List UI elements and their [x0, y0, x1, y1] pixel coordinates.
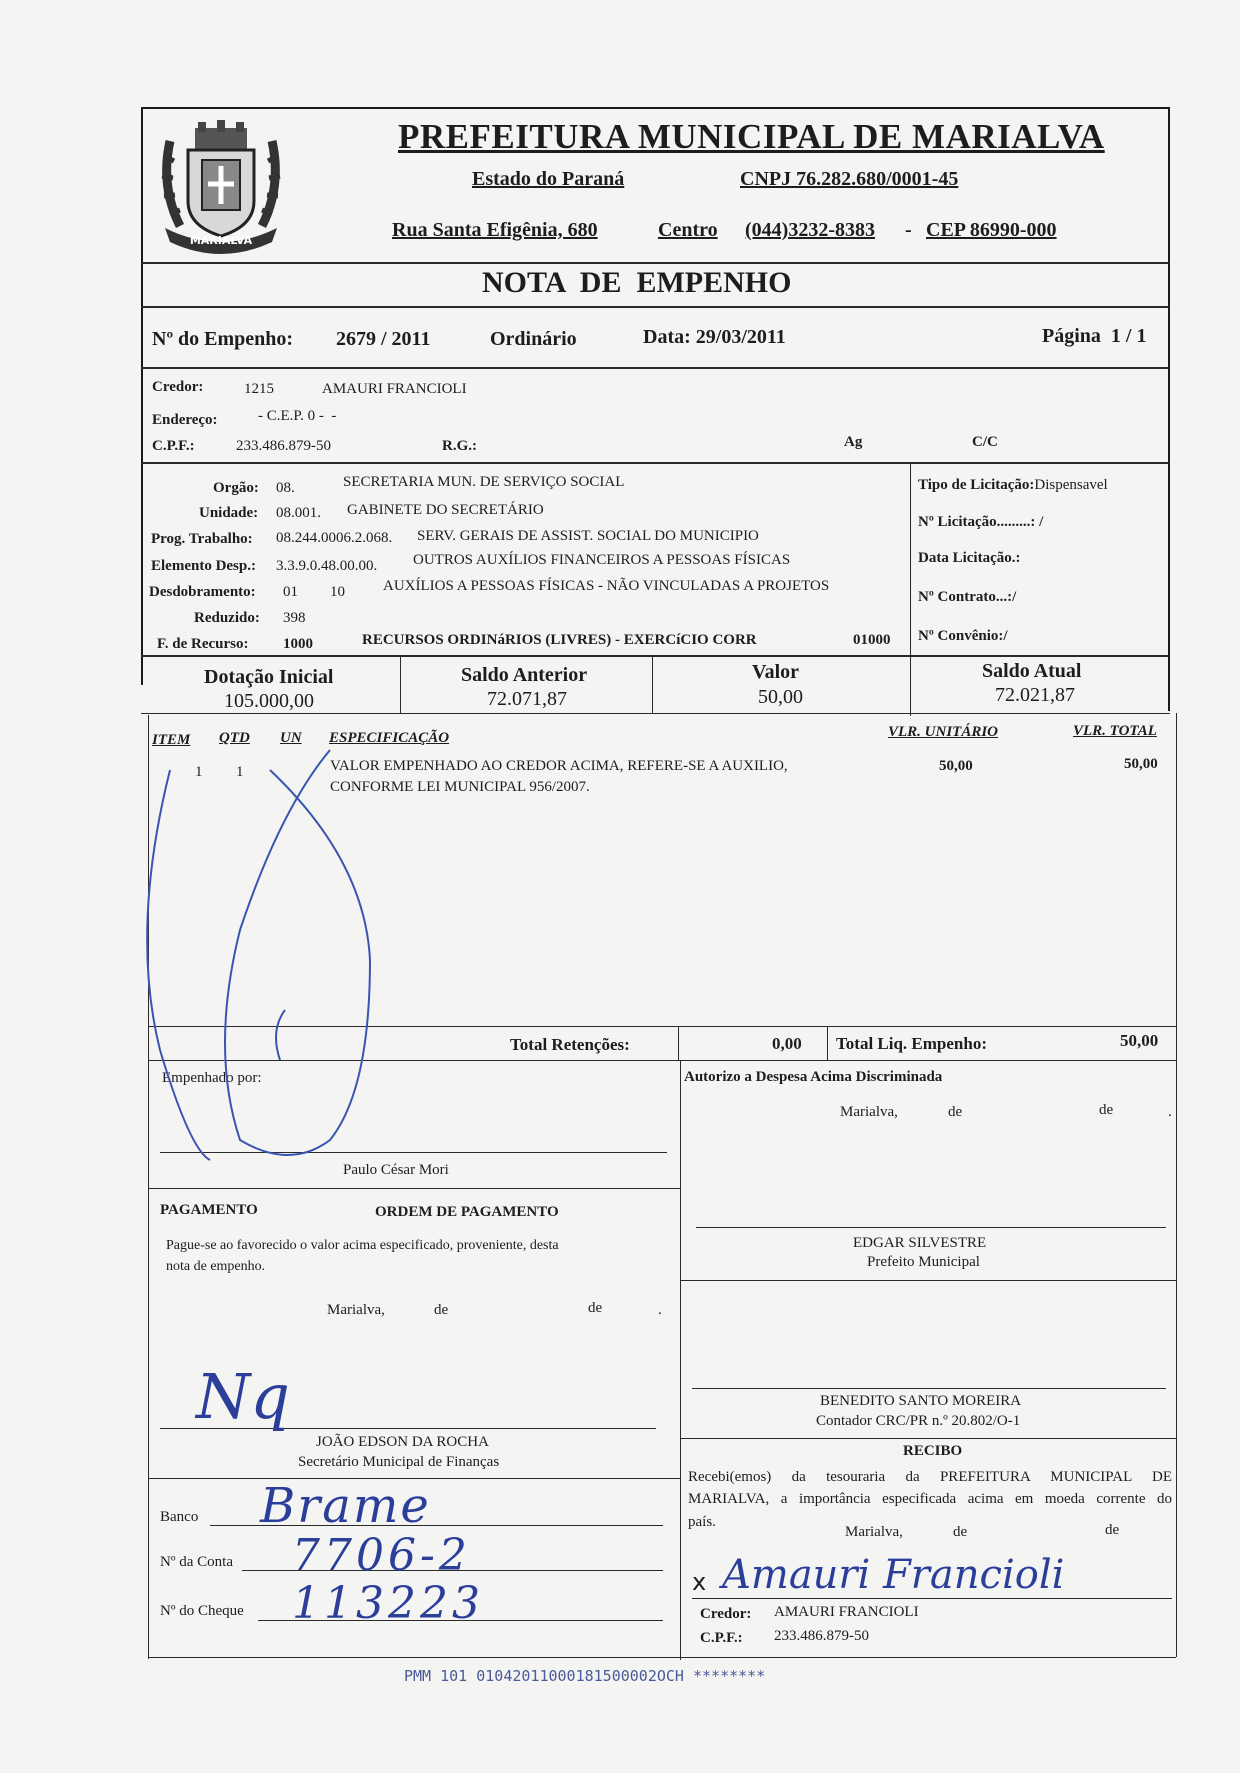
divider [680, 1438, 1176, 1439]
credor-label: Credor: [152, 379, 204, 395]
recibo-de-1: de [953, 1524, 968, 1540]
licitacao-date: Data Licitação.: [918, 550, 1021, 566]
divider [910, 463, 911, 716]
pagamento-city: Marialva, [327, 1302, 385, 1318]
orgao-label: Orgão: [213, 480, 259, 496]
header-district: Centro [658, 219, 718, 241]
secretario-name: JOÃO EDSON DA ROCHA [316, 1434, 489, 1450]
header-state: Estado do Paraná [472, 168, 625, 190]
row-total: 50,00 [1124, 756, 1158, 772]
frame-left-line-lower [148, 715, 149, 1659]
divider [400, 656, 401, 714]
dotacao-label: Dotação Inicial [204, 666, 334, 688]
reduzido-value: 398 [283, 610, 306, 626]
elemento-code: 3.3.9.0.48.00.00. [276, 558, 378, 574]
recibo-de-2: de [1105, 1522, 1120, 1538]
prog-label: Prog. Trabalho: [151, 531, 253, 547]
col-qtd-header: QTD [219, 730, 250, 746]
row-spec-line1: VALOR EMPENHADO AO CREDOR ACIMA, REFERE-SE A AUXILIO, [330, 758, 788, 774]
divider [141, 655, 1169, 657]
pagamento-label: PAGAMENTO [160, 1202, 258, 1218]
banco-label: Banco [160, 1509, 199, 1525]
divider [652, 656, 653, 714]
frame-top-line [141, 107, 1169, 109]
row-unit: 50,00 [939, 758, 973, 774]
pagamento-de-1: de [434, 1302, 449, 1318]
signature-line [692, 1388, 1166, 1389]
prefeito-role: Prefeito Municipal [867, 1254, 980, 1270]
retencoes-label: Total Retenções: [510, 1035, 630, 1054]
row-spec-line2: CONFORME LEI MUNICIPAL 956/2007. [330, 779, 590, 795]
divider [141, 462, 1169, 464]
recurso-label: F. de Recurso: [157, 636, 249, 652]
address-label: Endereço: [152, 412, 218, 428]
ordem-pagamento-label: ORDEM DE PAGAMENTO [375, 1204, 559, 1220]
footer-code: PMM 101 01042011000181500002OCH ******** [404, 1667, 766, 1685]
unidade-name: GABINETE DO SECRETÁRIO [347, 502, 544, 518]
col-unit-header: VLR. UNITÁRIO [888, 724, 999, 740]
pagamento-text-2: nota de empenho. [166, 1259, 266, 1274]
cc-label: C/C [972, 434, 998, 450]
autorizo-label: Autorizo a Despesa Acima Discriminada [684, 1069, 943, 1085]
frame-left-line [141, 107, 143, 685]
orgao-name: SECRETARIA MUN. DE SERVIÇO SOCIAL [343, 474, 625, 490]
autorizo-dot: . [1168, 1104, 1172, 1120]
recibo-text-1: Recebi(emos) da tesouraria da PREFEITURA MUNICIPAL DE [688, 1469, 1172, 1485]
col-spec-header: ESPECIFICAÇÃO [329, 730, 450, 746]
liq-empenho-value: 50,00 [1120, 1031, 1159, 1050]
municipal-crest-logo [150, 116, 292, 258]
credor-name: AMAURI FRANCIOLI [322, 381, 467, 397]
divider [141, 367, 1169, 369]
recibo-text-2: MARIALVA, a importância especificada acima em moeda corrente do [688, 1491, 1172, 1507]
pagamento-text-1: Pague-se ao favorecido o valor acima especificado, proveniente, desta [166, 1238, 559, 1253]
empenho-number: 2679 / 2011 [336, 328, 431, 350]
credor-code: 1215 [244, 381, 274, 397]
unidade-code: 08.001. [276, 505, 321, 521]
conta-label: Nº da Conta [160, 1554, 233, 1570]
prog-name: SERV. GERAIS DE ASSIST. SOCIAL DO MUNICIPIO [417, 528, 759, 544]
recibo-credor-label: Credor: [700, 1606, 752, 1622]
dotacao-value: 105.000,00 [224, 690, 314, 712]
header-title: PREFEITURA MUNICIPAL DE MARIALVA [398, 117, 1105, 156]
divider [678, 1026, 679, 1060]
saldo-anterior-label: Saldo Anterior [461, 664, 588, 686]
header-street: Rua Santa Efigênia, 680 [392, 219, 598, 241]
row-qtd: 1 [236, 764, 244, 780]
header-dash: - [905, 219, 912, 241]
col-un-header: UN [280, 730, 302, 746]
col-item-header: ITEM [152, 732, 191, 748]
contador-role: Contador CRC/PR n.º 20.802/O-1 [816, 1413, 1021, 1429]
conta-handwritten: 7706-2 [292, 1530, 471, 1581]
licitacao-tipo-value: Dispensavel [1034, 477, 1108, 493]
saldo-atual-label: Saldo Atual [982, 660, 1082, 682]
header-cnpj: CNPJ 76.282.680/0001-45 [740, 168, 959, 190]
recurso-name: RECURSOS ORDINáRIOS (LIVRES) - EXERCíCIO CORR [362, 632, 757, 648]
signature-line [160, 1152, 667, 1153]
pagamento-de-2: de [588, 1300, 603, 1316]
divider [141, 262, 1169, 264]
saldo-anterior-value: 72.071,87 [487, 688, 567, 710]
signature-line [692, 1598, 1172, 1599]
divider [141, 306, 1169, 308]
recurso-number: 01000 [853, 632, 891, 648]
recibo-x-mark: x [692, 1568, 707, 1596]
autorizo-city: Marialva, [840, 1104, 898, 1120]
licitacao-tipo [918, 477, 1108, 494]
cheque-handwritten: 113223 [292, 1578, 484, 1629]
valor-label: Valor [752, 661, 800, 683]
divider [910, 713, 1170, 714]
divider [148, 1026, 1176, 1027]
desdobramento-a: 01 [283, 584, 298, 600]
licitacao-number: Nº Licitação.........: / [918, 514, 1044, 530]
prefeito-name: EDGAR SILVESTRE [853, 1235, 987, 1251]
recibo-title: RECIBO [903, 1443, 963, 1459]
pagamento-dot: . [658, 1302, 662, 1318]
retencoes-value: 0,00 [772, 1034, 802, 1053]
empenho-label: Nº do Empenho: [152, 328, 294, 350]
page-indicator: Página 1 / 1 [1042, 325, 1147, 347]
row-item: 1 [195, 764, 203, 780]
frame-right-line-lower [1176, 713, 1177, 1657]
recibo-text-3: país. [688, 1514, 716, 1530]
recibo-cpf-label: C.P.F.: [700, 1630, 743, 1646]
empenho-date: Data: 29/03/2011 [643, 326, 786, 348]
signature-line [696, 1227, 1166, 1228]
ag-label: Ag [844, 434, 863, 450]
header-phone: (044)3232-8383 [745, 219, 875, 241]
elemento-name: OUTROS AUXÍLIOS FINANCEIROS A PESSOAS FÍSICAS [413, 552, 791, 568]
recibo-cpf-value: 233.486.879-50 [774, 1628, 869, 1644]
rg-label: R.G.: [442, 438, 477, 454]
convenio-number: Nº Convênio:/ [918, 628, 1008, 644]
svg-text:MARIALVA: MARIALVA [189, 234, 253, 247]
divider [148, 1188, 680, 1189]
recibo-city: Marialva, [845, 1524, 903, 1540]
autorizo-de-2: de [1099, 1102, 1114, 1118]
desdobramento-b: 10 [330, 584, 345, 600]
recurso-code: 1000 [283, 636, 313, 652]
contador-name: BENEDITO SANTO MOREIRA [820, 1393, 1022, 1409]
desdobramento-label: Desdobramento: [149, 584, 256, 600]
secretario-role: Secretário Municipal de Finanças [298, 1454, 500, 1470]
cheque-label: Nº do Cheque [160, 1603, 244, 1619]
divider [680, 1060, 681, 1660]
col-total-header: VLR. TOTAL [1073, 723, 1157, 739]
licitacao-tipo-label: Tipo de Licitação: [918, 477, 1035, 493]
frame-right-line [1168, 107, 1170, 711]
empenho-type: Ordinário [490, 328, 577, 350]
reduzido-label: Reduzido: [194, 610, 260, 626]
contrato-number: Nº Contrato...:/ [918, 589, 1017, 605]
cpf-label: C.P.F.: [152, 438, 195, 454]
header-cep: CEP 86990-000 [926, 219, 1057, 241]
saldo-atual-value: 72.021,87 [995, 684, 1075, 706]
autorizo-de-1: de [948, 1104, 963, 1120]
unidade-label: Unidade: [199, 505, 259, 521]
credor-signature: Amauri Francioli [722, 1552, 1065, 1598]
prog-code: 08.244.0006.2.068. [276, 530, 393, 546]
divider [141, 713, 911, 714]
elemento-label: Elemento Desp.: [151, 558, 256, 574]
empenhado-name: Paulo César Mori [343, 1162, 449, 1178]
divider [680, 1280, 1176, 1281]
recibo-credor-name: AMAURI FRANCIOLI [774, 1604, 919, 1620]
empenhado-label: Empenhado por: [162, 1070, 262, 1086]
doc-title: NOTA DE EMPENHO [482, 266, 792, 299]
banco-handwritten: Brame [260, 1478, 431, 1534]
frame-bottom-line [148, 1657, 1176, 1658]
divider [148, 1060, 1176, 1061]
secretario-signature: Nq [196, 1360, 290, 1433]
divider [827, 1026, 828, 1060]
cpf-value: 233.486.879-50 [236, 438, 331, 454]
address-value: - C.E.P. 0 - - [258, 408, 337, 424]
desdobramento-name: AUXÍLIOS A PESSOAS FÍSICAS - NÃO VINCULADAS A PROJETOS [383, 578, 830, 594]
liq-empenho-label: Total Liq. Empenho: [836, 1034, 987, 1053]
orgao-code: 08. [276, 480, 295, 496]
valor-value: 50,00 [758, 686, 803, 708]
